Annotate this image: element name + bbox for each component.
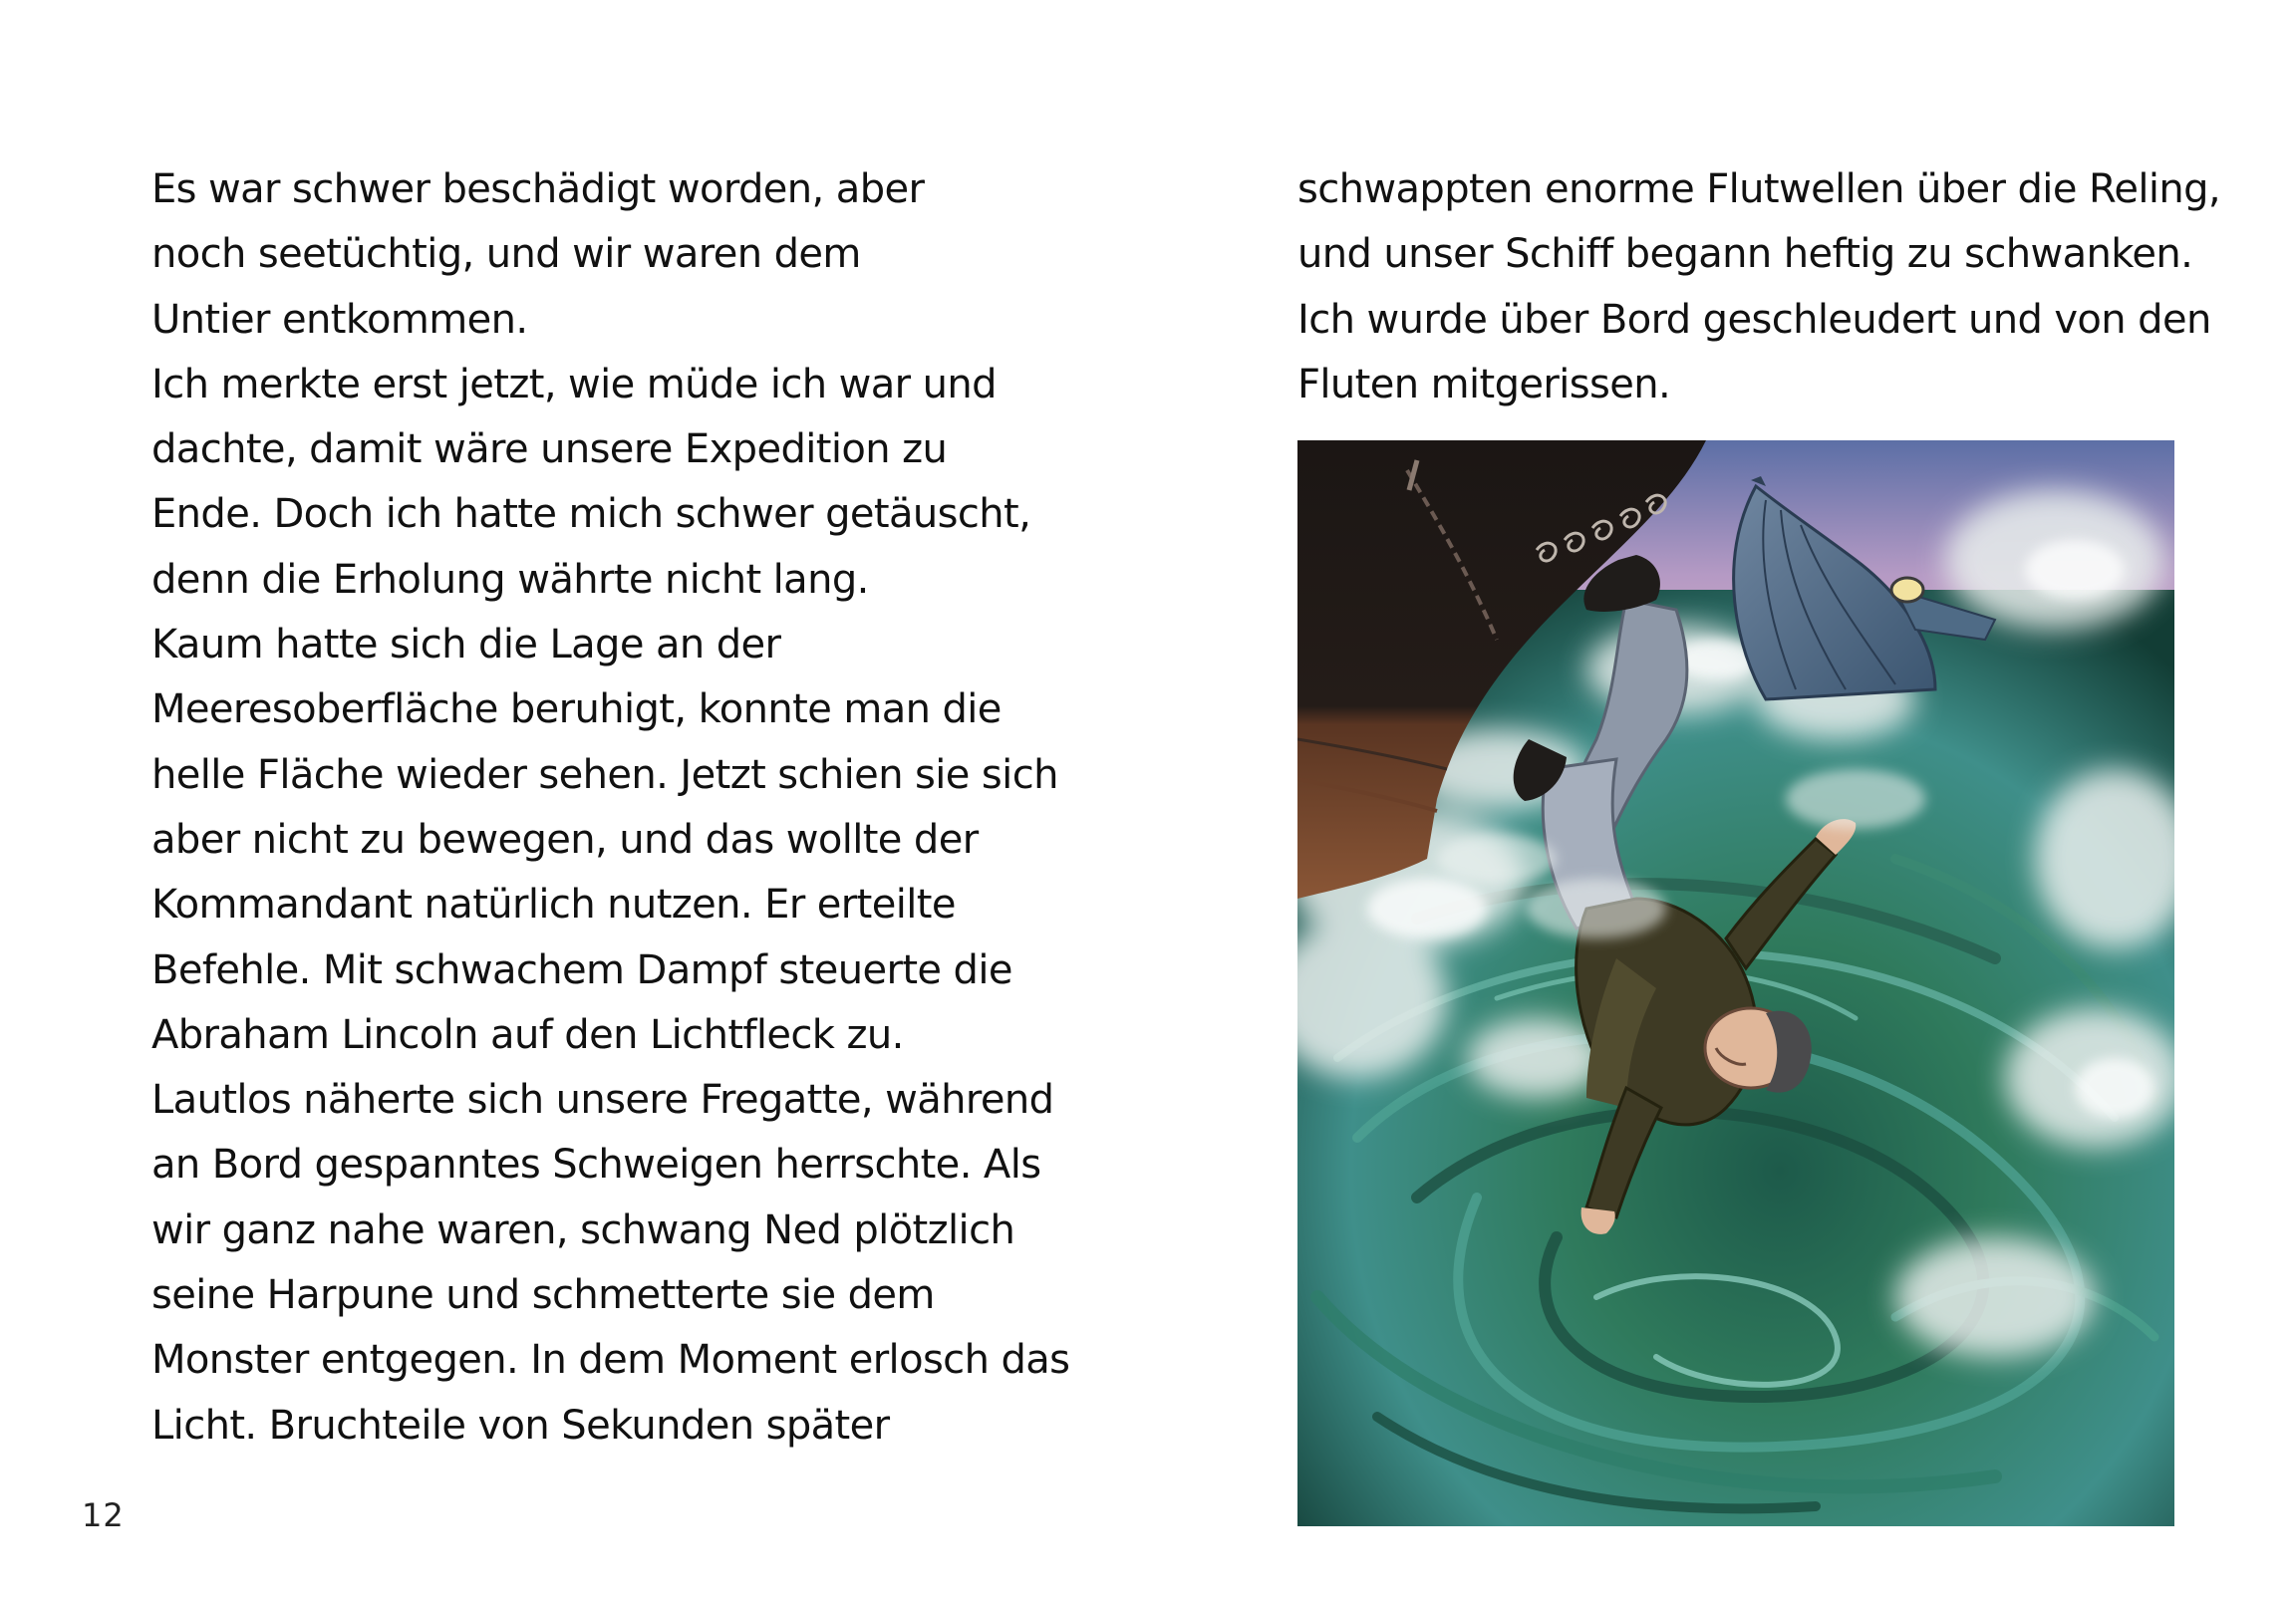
text-line: Untier entkommen. [151,296,528,343]
text-line: Ich merkte erst jetzt, wie müde ich war und [151,361,997,407]
text-line: Kommandant natürlich nutzen. Er erteilte [151,882,956,929]
text-line: noch seetüchtig, und wir waren dem [151,231,861,278]
text-line: an Bord gespanntes Schweigen herrschte. Als [151,1142,1041,1189]
text-line: Lautlos näherte sich unsere Fregatte, während [151,1077,1054,1124]
text-line: seine Harpune und schmetterte sie dem [151,1272,935,1319]
illustration-drawing [1297,440,2174,1526]
right-page-text [1297,157,2220,417]
text-line: dachte, damit wäre unsere Expedition zu [151,426,948,473]
text-line: Meeresoberfläche beruhigt, konnte man die [151,686,1002,733]
text-line: schwappten enorme Flutwellen über die Reling, [1297,166,2221,212]
page-number: 12 [82,1496,125,1534]
story-illustration [1297,440,2174,1526]
text-line: helle Fläche wieder sehen. Jetzt schien sie sich [151,751,1058,798]
text-line: Abraham Lincoln auf den Lichtfleck zu. [151,1011,904,1058]
text-line: Ich wurde über Bord geschleudert und von den [1297,296,2211,343]
text-line: und unser Schiff begann heftig zu schwanken. [1297,231,2193,278]
left-page-text [151,157,1069,1459]
text-line: aber nicht zu bewegen, und das wollte der [151,816,979,863]
text-line: wir ganz nahe waren, schwang Ned plötzlich [151,1206,1015,1253]
text-line: Licht. Bruchteile von Sekunden später [151,1402,890,1449]
text-line: Fluten mitgerissen. [1297,361,1671,407]
text-line: Ende. Doch ich hatte mich schwer getäuscht, [151,491,1031,538]
text-line: denn die Erholung währte nicht lang. [151,556,869,603]
text-line: Monster entgegen. In dem Moment erlosch das [151,1337,1070,1384]
text-line: Befehle. Mit schwachem Dampf steuerte die [151,946,1012,993]
text-line: Es war schwer beschädigt worden, aber [151,166,925,212]
text-line: Kaum hatte sich die Lage an der [151,622,781,668]
